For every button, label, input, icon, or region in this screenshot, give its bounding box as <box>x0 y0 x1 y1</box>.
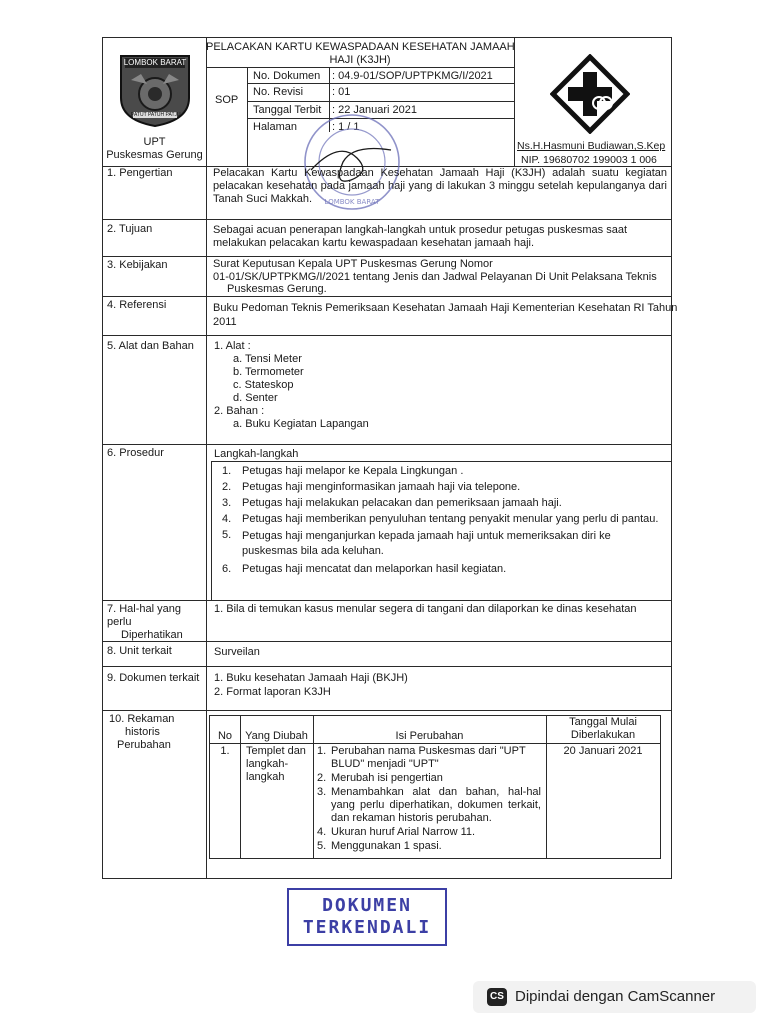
document-title-line1: PELACAKAN KARTU KEWASPADAAN KESEHATAN JAMAAH <box>206 41 515 53</box>
field-label-halaman: Halaman <box>253 121 298 133</box>
field-value-no-revisi: : 01 <box>332 86 351 98</box>
isi-number: 5. <box>317 840 327 852</box>
text-tujuan: Sebagai acuan penerapan langkah-langkah untuk prosedur petugas puskesmas saat melakukan pelacakan kartu kewaspadaan kesehatan jamaah haji. <box>213 224 628 249</box>
field-value-no-dokumen: : 04.9-01/SOP/UPTPKMG/I/2021 <box>332 70 493 82</box>
sop-document <box>102 37 678 879</box>
step-text: Petugas haji menganjurkan kepada jamaah haji untuk memeriksakan diri ke puskesmas bila ada keluhan. <box>242 530 611 557</box>
label-hal-line1: 7. Hal-hal yang <box>107 603 181 615</box>
row-yang-diubah: langkah- <box>246 758 289 770</box>
org-name-line1: UPT <box>143 136 166 148</box>
step-text: Petugas haji mencatat dan melaporkan hasil kegiatan. <box>242 563 507 575</box>
field-value-halaman: : 1 / 1 <box>332 121 360 133</box>
row-yang-diubah: Templet dan <box>246 745 306 757</box>
col-header-yang-diubah: Yang Diubah <box>245 730 308 742</box>
label-hal-line3: Diperhatikan <box>121 629 183 641</box>
col-header-isi-perubahan: Isi Perubahan <box>395 730 464 742</box>
isi-text: Menambahkan alat dan bahan, hal-hal yang perlu diperhatikan, dokumen terkait, dan rekaman historis perubahan. <box>331 786 541 824</box>
label-kebijakan: 3. Kebijakan <box>107 259 168 271</box>
org-name-line2: Puskesmas Gerung <box>106 149 203 161</box>
isi-text: Merubah isi pengertian <box>331 772 443 784</box>
label-rekaman-line1: 10. Rekaman <box>109 713 175 725</box>
isi-number: 4. <box>317 826 327 838</box>
sop-label: SOP <box>215 94 239 106</box>
alat-item: c. Stateskop <box>233 379 294 391</box>
isi-number: 3. <box>317 786 327 798</box>
alat-item: b. Termometer <box>233 366 304 378</box>
signer-name: Ns.H.Hasmuni Budiawan,S.Kep <box>517 140 666 152</box>
dokumen-terkendali-stamp <box>287 888 447 946</box>
isi-text: Perubahan nama Puskesmas dari "UPT BLUD" menjadi "UPT" <box>331 745 526 770</box>
text-kebijakan-line1: Surat Keputusan Kepala UPT Puskesmas Gerung Nomor <box>213 258 493 270</box>
step-text: Petugas haji melapor ke Kepala Lingkungan . <box>242 465 464 477</box>
label-dokumen-terkait: 9. Dokumen terkait <box>107 672 200 684</box>
alat-heading: 1. Alat : <box>214 340 251 352</box>
isi-text: Menggunakan 1 spasi. <box>331 840 442 852</box>
text-referensi-line2: 2011 <box>213 316 237 328</box>
text-referensi-line1: Buku Pedoman Teknis Pemeriksaan Kesehatan Jamaah Haji Kementerian Kesehatan RI Tahun <box>213 302 678 314</box>
text-pengertian: Pelacakan Kartu Kewaspadaan Kesehatan Jamaah Haji (K3JH) adalah suatu kegiatan pelacakan kesehatan pada jamaah haji yang di lakukan 3 minggu setelah kepulanganya dari Tanah Suci Makkah. <box>213 167 667 205</box>
field-label-tanggal-terbit: Tanggal Terbit <box>253 104 322 116</box>
step-number: 5. <box>222 529 232 541</box>
label-rekaman-line2: historis <box>125 726 160 738</box>
step-text: Petugas haji menginformasikan jamaah haji via telepone. <box>242 481 521 493</box>
col-header-tanggal-line1: Tanggal Mulai <box>569 716 637 728</box>
step-text: Petugas haji memberikan penyuluhan tentang penyakit menular yang perlu di pantau. <box>242 513 659 525</box>
row-tanggal: 20 Januari 2021 <box>563 745 643 757</box>
row-no: 1. <box>220 745 230 757</box>
step-number: 3. <box>222 497 232 509</box>
label-pengertian: 1. Pengertian <box>107 167 173 179</box>
alat-item: a. Tensi Meter <box>233 353 302 365</box>
text-unit-terkait: Surveilan <box>214 646 260 658</box>
logo-motto-text: PATUT PATUH PATJU <box>131 112 181 118</box>
label-referensi: 4. Referensi <box>107 299 167 311</box>
step-number: 1. <box>222 465 232 477</box>
step-text: Petugas haji melakukan pelacakan dan pemeriksaan jamaah haji. <box>242 497 562 509</box>
row-yang-diubah: langkah <box>246 771 285 783</box>
field-label-no-dokumen: No. Dokumen <box>253 70 321 82</box>
label-hal-line2: perlu <box>107 616 132 628</box>
label-prosedur: 6. Prosedur <box>107 447 164 459</box>
stamp-line1: DOKUMEN <box>322 895 412 916</box>
col-header-no: No <box>217 730 233 742</box>
rekaman-table <box>209 715 661 859</box>
field-label-no-revisi: No. Revisi <box>253 86 304 98</box>
step-number: 2. <box>222 481 232 493</box>
dokumen-item: 2. Format laporan K3JH <box>214 686 331 698</box>
label-rekaman-line3: Perubahan <box>117 739 171 751</box>
isi-number: 2. <box>317 772 327 784</box>
stamp-line2: TERKENDALI <box>302 917 432 938</box>
svg-text:LOMBOK BARAT: LOMBOK BARAT <box>324 198 380 206</box>
text-hal: 1. Bila di temukan kasus menular segera di tangani dan dilaporkan ke dinas kesehatan <box>214 603 637 615</box>
camscanner-text: Dipindai dengan CamScanner <box>515 988 716 1005</box>
document-title-line2: HAJI (K3JH) <box>329 54 391 66</box>
alat-item: d. Senter <box>233 392 278 404</box>
field-value-tanggal-terbit: : 22 Januari 2021 <box>332 104 418 116</box>
text-kebijakan-line3: Puskesmas Gerung. <box>227 283 327 295</box>
label-alat-bahan: 5. Alat dan Bahan <box>107 340 194 352</box>
text-kebijakan-line2: 01-01/SK/UPTPKMG/I/2021 tentang Jenis dan Jadwal Pelayanan Di Unit Pelaksana Teknis <box>213 271 657 283</box>
step-number: 6. <box>222 563 232 575</box>
signer-nip: NIP. 19680702 199003 1 006 <box>521 154 657 166</box>
camscanner-badge <box>473 981 756 1013</box>
logo-banner-text: LOMBOK BARAT <box>123 58 187 67</box>
isi-text: Ukuran huruf Arial Narrow 11. <box>331 826 476 838</box>
prosedur-heading: Langkah-langkah <box>214 448 299 460</box>
step-number: 4. <box>222 513 232 525</box>
label-unit-terkait: 8. Unit terkait <box>107 645 172 657</box>
dokumen-item: 1. Buku kesehatan Jamaah Haji (BKJH) <box>214 672 408 684</box>
camscanner-icon: CS <box>487 988 507 1006</box>
prosedur-steps-box <box>211 461 671 600</box>
bahan-item: a. Buku Kegiatan Lapangan <box>233 418 369 430</box>
label-tujuan: 2. Tujuan <box>107 223 153 235</box>
isi-number: 1. <box>317 745 327 757</box>
col-header-tanggal-line2: Diberlakukan <box>570 729 636 741</box>
health-cross-logo <box>550 54 630 134</box>
bahan-heading: 2. Bahan : <box>214 405 265 417</box>
